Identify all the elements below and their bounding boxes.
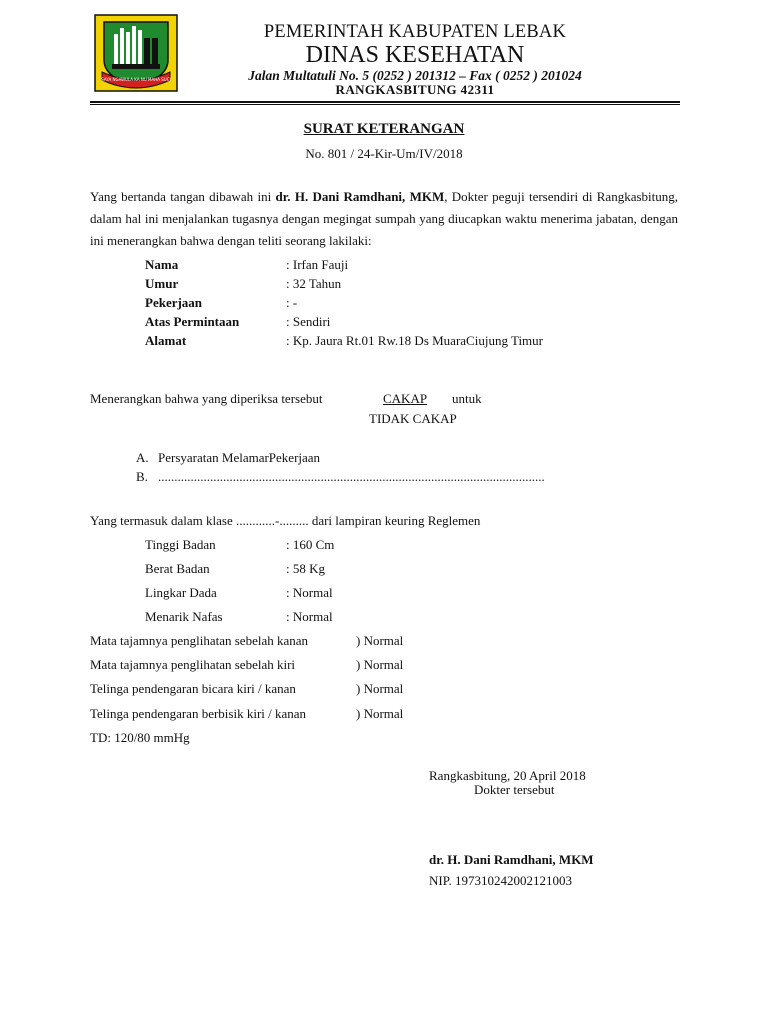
identity-label: Umur [145,276,179,291]
sense-value: ) Normal [356,633,404,648]
measurement-value: : Normal [286,585,333,600]
identity-value: : Sendiri [286,314,331,329]
measurement-value: : Normal [286,609,333,624]
identity-value: : - [286,295,298,310]
intro-paragraph [90,186,678,252]
sense-label: Mata tajamnya penglihatan sebelah kiri [90,657,296,672]
measurement-label: Berat Badan [145,561,210,576]
header-address: Jalan Multatuli No. 5 (0252 ) 201312 – Fax ( 0252 ) 201024 [248,68,582,83]
sense-value: ) Normal [356,706,404,721]
header-agency: DINAS KESEHATAN [305,42,525,68]
identity-value: : 32 Tahun [286,276,342,291]
signature-nip: NIP. 197310242002121003 [429,873,573,888]
identity-value: : Irfan Fauji [286,257,349,272]
intro-text: Yang bertanda tangan dibawah ini [90,189,276,204]
header-rule-thin [90,104,680,105]
statement-text: Menerangkan bahwa yang diperiksa tersebut [90,391,323,406]
measurement-label: Lingkar Dada [145,585,217,600]
signature-place-date: Rangkasbitung, 20 April 2018 [429,768,586,783]
identity-label: Alamat [145,333,187,348]
regency-logo [94,14,178,92]
purpose-marker: A. [136,450,149,465]
identity-label: Atas Permintaan [145,314,240,329]
purpose-text: Persyaratan MelamarPekerjaan [158,450,321,465]
sense-label: Mata tajamnya penglihatan sebelah kanan [90,633,309,648]
intro-text-rest: , Dokter peguji tersendiri di Rangkasbitung, dalam hal ini menjalankan tugasnya dengan megingat sumpah yang diucapkan waktu menerima jabatan, dengan ini menerangkan bahwa dengan teliti seorang lakilaki: [90,189,679,248]
option-cakap: CAKAP [383,391,428,406]
sense-value: ) Normal [356,681,404,696]
measurement-label: Menarik Nafas [145,609,223,624]
measurement-value: : 58 Kg [286,561,325,576]
svg-text:SAYA NGAWULA KA NU MAHA SUCI: SAYA NGAWULA KA NU MAHA SUCI [101,77,171,82]
measurement-label: Tinggi Badan [145,537,216,552]
measurement-value: : 160 Cm [286,537,335,552]
purpose-marker: B. [136,469,148,484]
sense-label: Telinga pendengaran berbisik kiri / kanan [90,706,307,721]
letter-number: No. 801 / 24-Kir-Um/IV/2018 [305,146,463,161]
statement-untuk: untuk [452,391,482,406]
header-city: RANGKASBITUNG 42311 [335,82,495,97]
doctor-name: dr. H. Dani Ramdhani, MKM [275,189,445,204]
sense-label: Telinga pendengaran bicara kiri / kanan [90,681,296,696]
identity-label: Nama [145,257,179,272]
signature-role: Dokter tersebut [474,782,555,797]
blood-pressure: TD: 120/80 mmHg [90,730,190,745]
identity-label: Pekerjaan [145,295,203,310]
class-line: Yang termasuk dalam klase ............-......... dari lampiran keuring Reglemen [90,513,481,528]
letter-title: SURAT KETERANGAN [303,121,465,137]
header-rule [90,101,680,103]
signature-name: dr. H. Dani Ramdhani, MKM [429,852,594,867]
identity-value: : Kp. Jaura Rt.01 Rw.18 Ds MuaraCiujung Timur [286,333,543,348]
purpose-text: ....................................................................................................................... [158,469,545,484]
option-tidak-cakap: TIDAK CAKAP [369,411,457,426]
header-government: PEMERINTAH KABUPATEN LEBAK [263,22,567,42]
sense-value: ) Normal [356,657,404,672]
